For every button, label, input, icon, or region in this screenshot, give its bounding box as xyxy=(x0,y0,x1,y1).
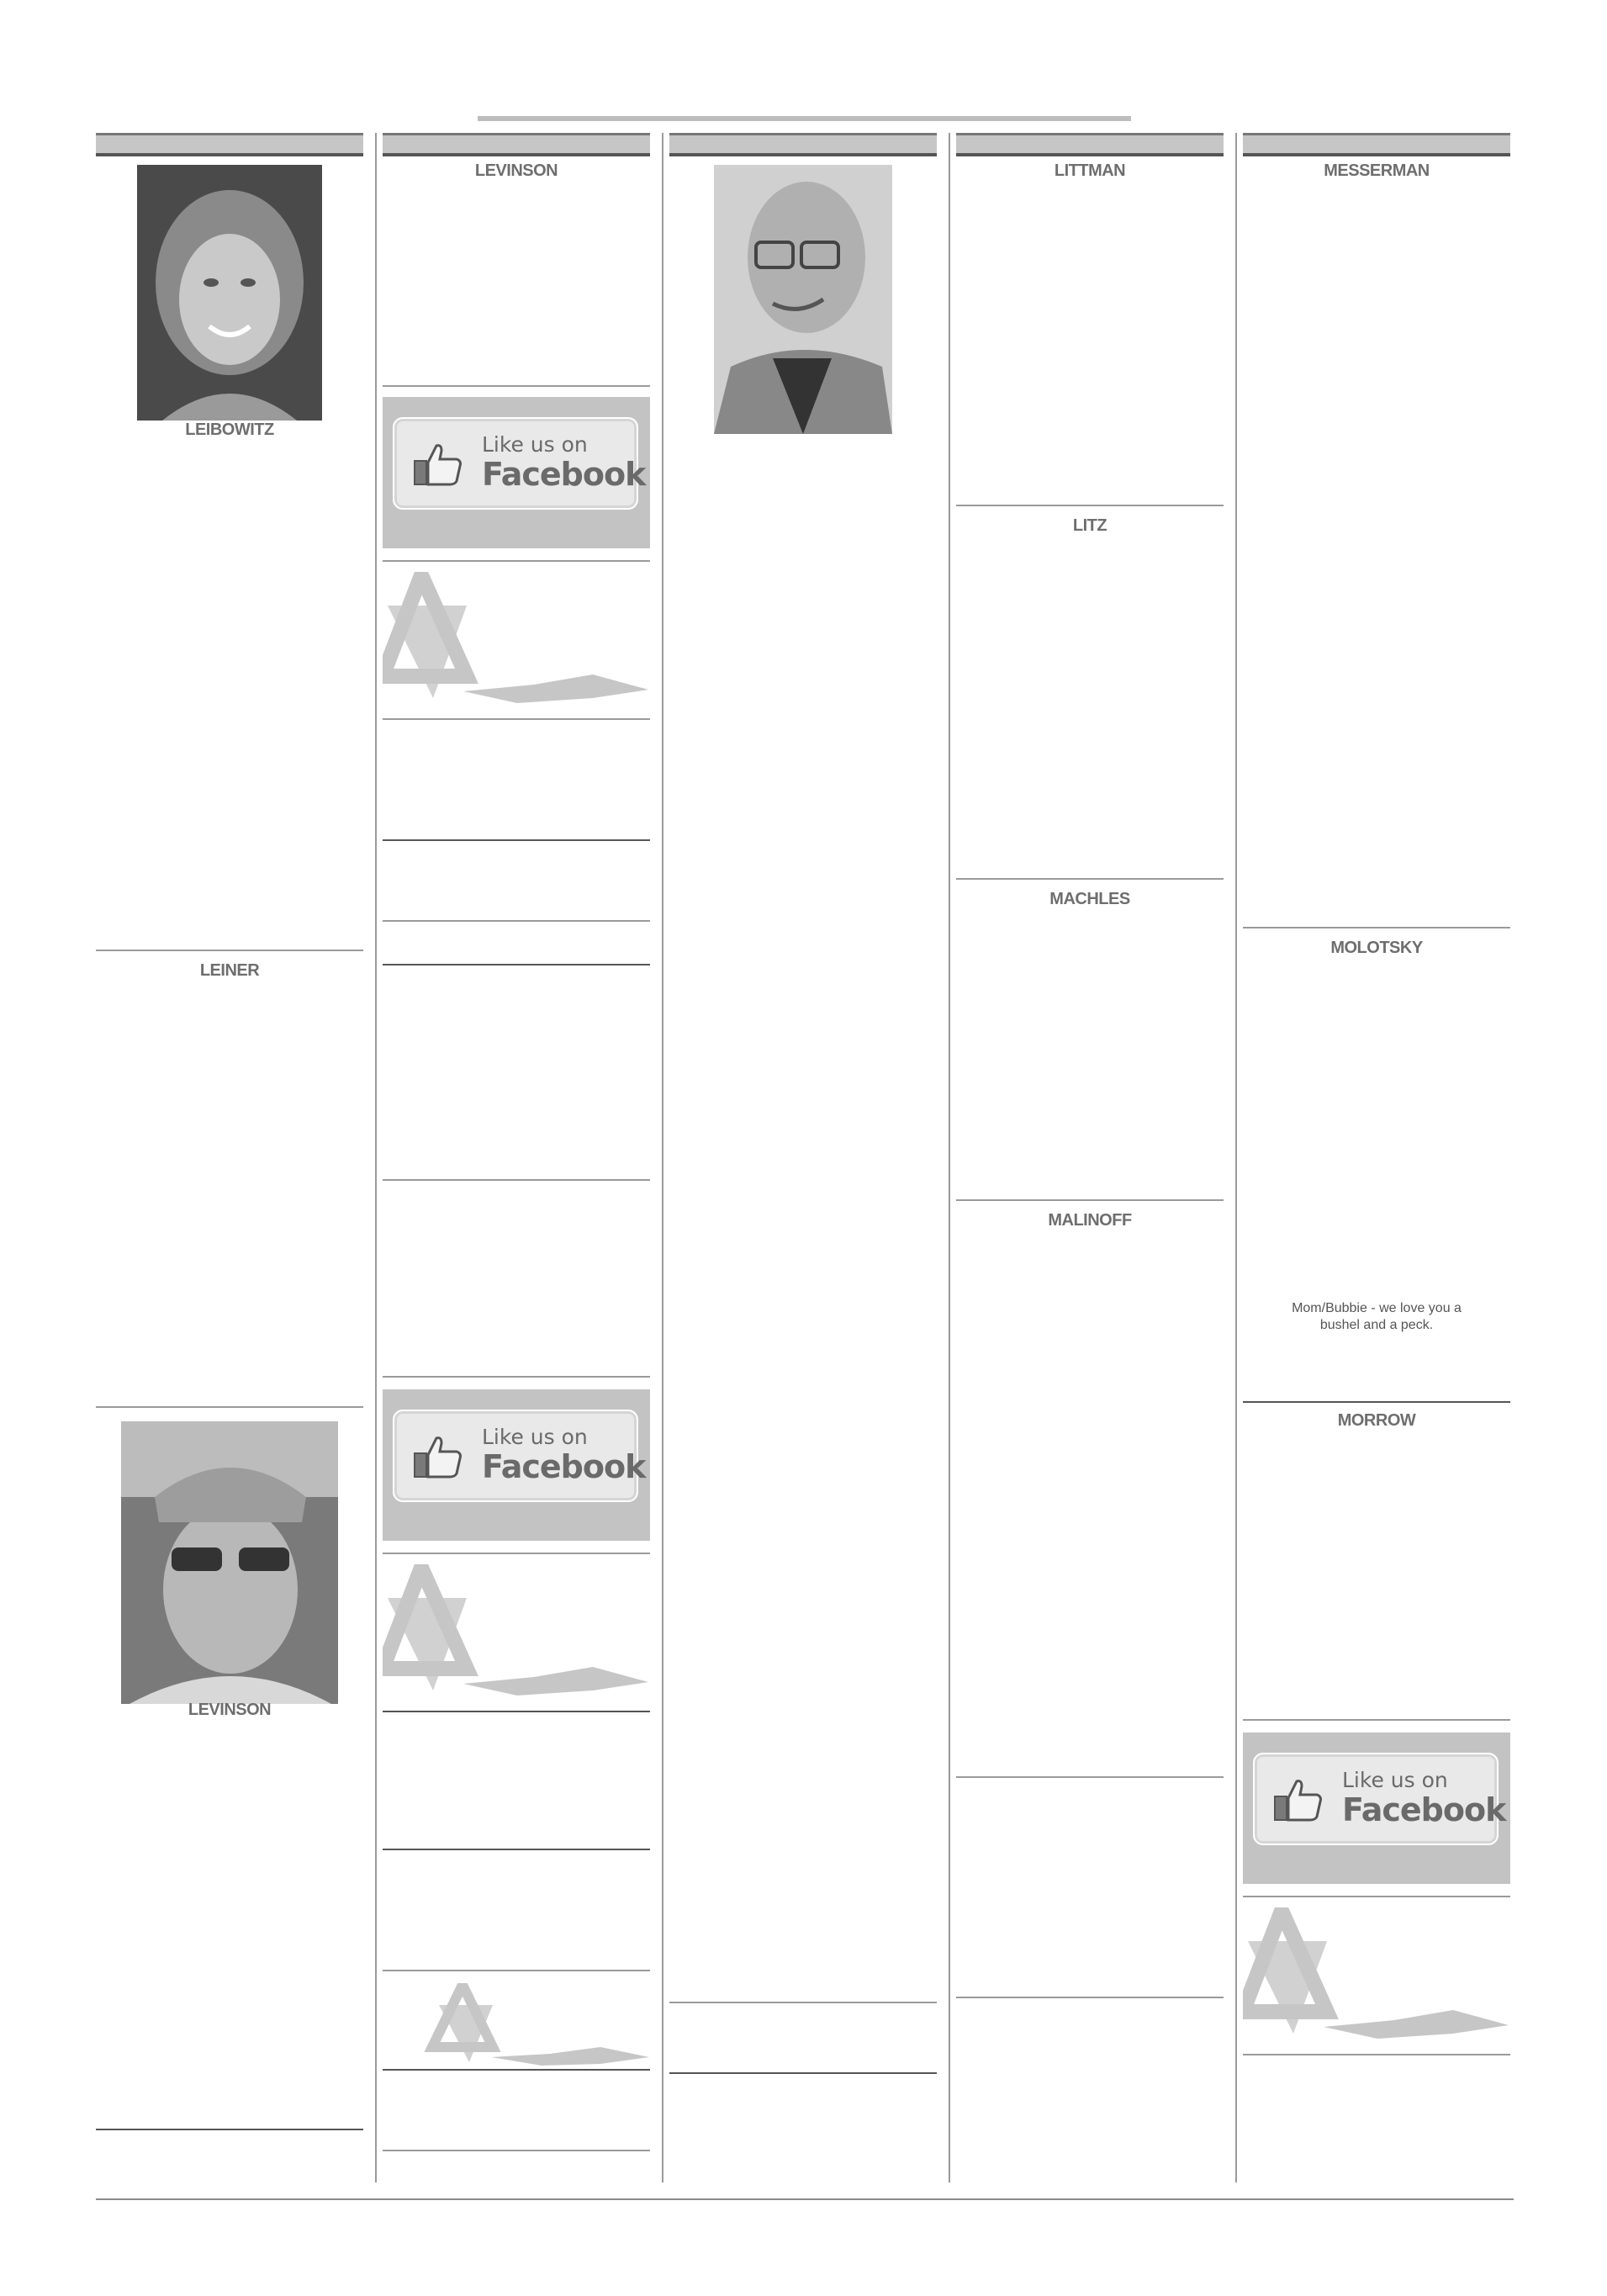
column-5 xyxy=(1243,133,1510,2182)
name-levinson: LEVINSON xyxy=(474,161,558,180)
column-header-bar xyxy=(96,133,363,156)
facebook-like-button[interactable] xyxy=(393,417,646,510)
molotsky-note xyxy=(1243,1300,1510,1334)
facebook-line1: Like us on xyxy=(482,1425,588,1449)
divider xyxy=(383,2069,650,2071)
divider xyxy=(383,1553,650,1554)
star-of-david-icon xyxy=(383,1564,650,1699)
name-molotsky: MOLOTSKY xyxy=(1330,939,1423,957)
divider xyxy=(1243,927,1510,928)
divider xyxy=(96,2129,363,2130)
column-4 xyxy=(956,133,1224,2182)
facebook-ad[interactable] xyxy=(383,397,650,548)
column-header-bar xyxy=(669,133,937,156)
divider xyxy=(383,385,650,387)
star-of-david-icon xyxy=(408,1983,675,2067)
name-malinoff: MALINOFF xyxy=(1048,1211,1132,1230)
page-top-rule xyxy=(478,116,1131,121)
star-of-david-icon xyxy=(1243,1907,1510,2042)
divider xyxy=(669,2002,937,2003)
divider xyxy=(669,2072,937,2074)
facebook-line1: Like us on xyxy=(482,432,588,457)
column-rule xyxy=(949,133,950,2182)
divider xyxy=(956,878,1224,880)
column-header-bar xyxy=(956,133,1224,156)
divider xyxy=(383,1179,650,1181)
facebook-line1: Like us on xyxy=(1342,1768,1448,1792)
divider xyxy=(383,1376,650,1378)
divider xyxy=(956,1997,1224,1998)
column-3 xyxy=(669,133,937,2182)
facebook-line2: Facebook xyxy=(482,456,646,493)
facebook-ad[interactable] xyxy=(383,1389,650,1541)
name-machles: MACHLES xyxy=(1049,890,1130,908)
divider xyxy=(383,964,650,965)
name-morrow: MORROW xyxy=(1337,1411,1416,1430)
name-litz: LITZ xyxy=(1072,516,1107,535)
divider xyxy=(1243,2054,1510,2055)
divider xyxy=(383,1711,650,1712)
divider xyxy=(383,1970,650,1971)
name-leibowitz: LEIBOWITZ xyxy=(185,421,274,439)
divider xyxy=(383,2150,650,2151)
star-of-david-icon xyxy=(383,572,650,706)
molotsky-note-line1: Mom/Bubbie - we love you a xyxy=(1292,1301,1462,1315)
name-levinson-photo: LEVINSON xyxy=(188,1701,272,1719)
molotsky-note-line2: bushel and a peck. xyxy=(1319,1318,1434,1332)
name-messerman: MESSERMAN xyxy=(1324,161,1430,180)
column-rule xyxy=(375,133,377,2182)
column-header-bar xyxy=(383,133,650,156)
divider xyxy=(383,839,650,841)
facebook-line2: Facebook xyxy=(482,1448,646,1485)
page-bottom-rule xyxy=(96,2198,1514,2200)
facebook-like-button[interactable] xyxy=(393,1410,646,1502)
photo-elderly-man xyxy=(714,165,892,434)
divider xyxy=(383,560,650,562)
column-rule xyxy=(662,133,663,2182)
facebook-like-button[interactable] xyxy=(1253,1753,1506,1845)
column-rule xyxy=(1235,133,1237,2182)
divider xyxy=(1243,1719,1510,1721)
divider xyxy=(1243,1896,1510,1897)
thumbs-up-icon xyxy=(413,441,463,488)
thumbs-up-icon xyxy=(1273,1776,1324,1823)
divider xyxy=(96,1406,363,1408)
divider xyxy=(1243,1401,1510,1403)
facebook-ad[interactable] xyxy=(1243,1733,1510,1884)
column-header-bar xyxy=(1243,133,1510,156)
name-leiner: LEINER xyxy=(199,961,260,980)
divider xyxy=(956,1776,1224,1778)
divider xyxy=(383,920,650,922)
column-2 xyxy=(383,133,650,2182)
divider xyxy=(956,505,1224,506)
photo-levinson xyxy=(121,1421,338,1704)
divider xyxy=(96,950,363,951)
divider xyxy=(956,1199,1224,1201)
photo-leibowitz xyxy=(137,165,322,421)
facebook-line2: Facebook xyxy=(1342,1791,1506,1828)
divider xyxy=(383,1849,650,1850)
name-littman: LITTMAN xyxy=(1054,161,1126,180)
divider xyxy=(383,718,650,720)
column-1 xyxy=(96,133,363,2182)
thumbs-up-icon xyxy=(413,1433,463,1480)
